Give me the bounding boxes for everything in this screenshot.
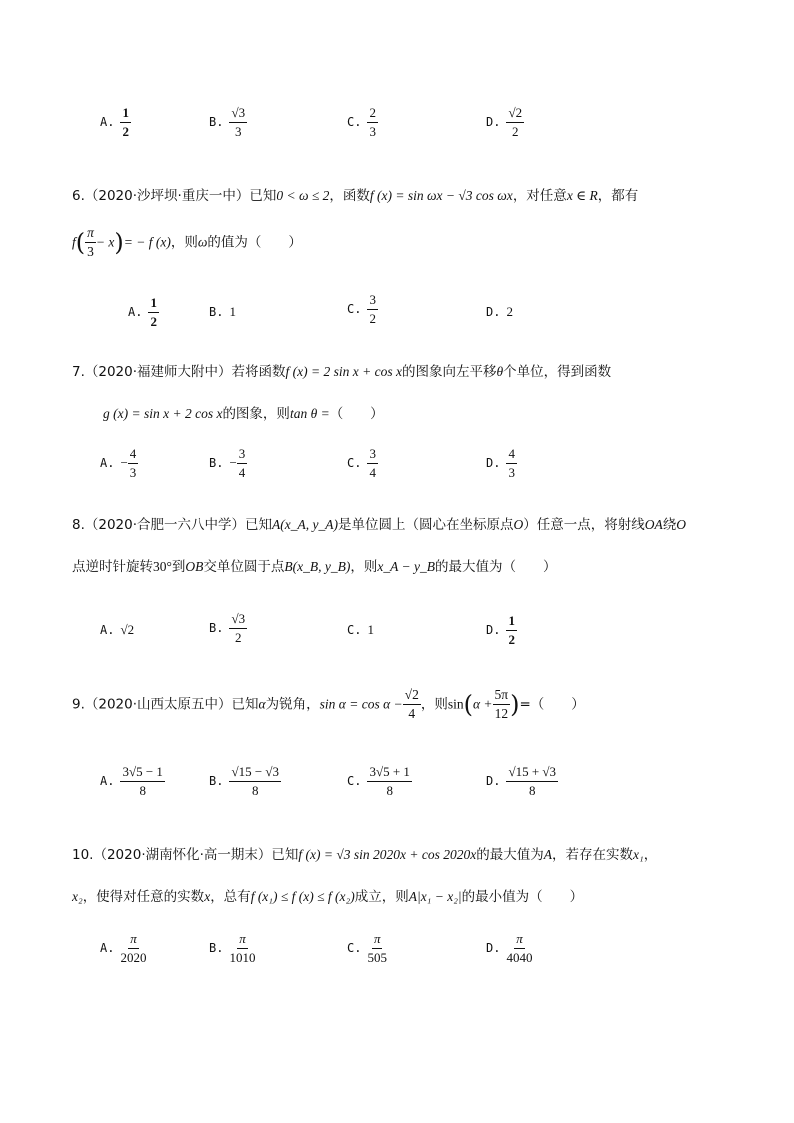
q10-stem-line1: 10.（2020·湖南怀化·高一期末）已知f (x) = √3 sin 2020x + cos 2020x的最大值为A，若存在实数x₁， [72, 847, 658, 863]
q5-option-d: D. $\frac{√2}{2}$ [486, 105, 523, 139]
fraction: $\frac{2}{3}$ [369, 105, 376, 139]
q7-stem-line1: 7.（2020·福建师大附中）若将函数f (x) = 2 sin x + cos x的图象向左平移θ个单位，得到函数 [72, 364, 612, 380]
q6-option-a: A. $\frac{1}{2}$ [128, 295, 157, 329]
q7-option-b: B. − $\frac{3}{4}$ [209, 446, 246, 480]
q9-option-b: B. $\frac{√15 - √3}{8}$ [209, 764, 280, 798]
q6-option-c: C. $\frac{3}{2}$ [347, 292, 376, 326]
fraction: $\frac{√15 + √3}{8}$ [508, 764, 557, 798]
fraction: $\frac{√15 - √3}{8}$ [231, 764, 280, 798]
fraction: $\frac{5\pi}{12}$ [494, 687, 509, 722]
fraction: $\frac{\pi}{505}$ [367, 931, 387, 965]
q8-option-a: A. √2 [100, 622, 135, 637]
q6-stem-line1: 6.（2020·沙坪坝·重庆一中）已知0 < ω ≤ 2，函数f (x) = sin ωx − √3 cos ωx，对任意x ∈ R，都有 [72, 188, 639, 204]
q10-stem-line2: x₂，使得对任意的实数x，总有f (x₁) ≤ f (x) ≤ f (x₂)成立，则A|x₁ − x₂|的最小值为（ ） [72, 889, 584, 905]
q9-option-a: A. $\frac{3√5 - 1}{8}$ [100, 764, 163, 798]
q10-option-c: C. $\frac{\pi}{505}$ [347, 931, 387, 965]
q8-stem-line1: 8.（2020·合肥一六八中学）已知A(x_A, y_A)是单位圆上（圆心在坐标原点O）任意一点，将射线OA绕O [72, 517, 686, 533]
q8-option-d: D. $\frac{1}{2}$ [486, 613, 515, 647]
q9-stem: 9.（2020·山西太原五中）已知α为锐角，sin α = cos α − $\frac{√2}{4}$ ，则sin(α + $\frac{5\pi}{12}$ )=（ ） [72, 687, 585, 722]
fraction: $\frac{1}{2}$ [508, 613, 515, 647]
q6-option-b: B. 1 [209, 304, 236, 319]
fraction: $\frac{\pi}{1010}$ [229, 931, 256, 965]
q9-option-d: D. $\frac{√15 + √3}{8}$ [486, 764, 557, 798]
fraction: $\frac{\pi}{2020}$ [120, 931, 147, 965]
q7-option-a: A. − $\frac{4}{3}$ [100, 446, 137, 480]
fraction: $\frac{√2}{4}$ [404, 687, 419, 722]
fraction: $\frac{4}{3}$ [508, 446, 515, 480]
q8-stem-line2: 点逆时针旋转30°到OB交单位圆于点B(x_B, y_B)，则x_A − y_B的最大值为（ ） [72, 559, 557, 575]
fraction: $\frac{3√5 + 1}{8}$ [369, 764, 410, 798]
q8-option-b: B. $\frac{√3}{2}$ [209, 611, 246, 645]
fraction: $\frac{\pi}{4040}$ [506, 931, 533, 965]
q9-option-c: C. $\frac{3√5 + 1}{8}$ [347, 764, 410, 798]
fraction: $\frac{3√5 - 1}{8}$ [122, 764, 163, 798]
q6-stem-line2: f( $\frac{\pi}{3}$ − x)= − f (x)，则ω的值为（ ） [72, 225, 302, 260]
q7-stem-line2: g (x) = sin x + 2 cos x的图象，则tan θ =（ ） [103, 406, 384, 422]
fraction: $\frac{3}{2}$ [369, 292, 376, 326]
q10-option-d: D. $\frac{\pi}{4040}$ [486, 931, 533, 965]
fraction: $\frac{3}{4}$ [369, 446, 376, 480]
q7-option-c: C. $\frac{3}{4}$ [347, 446, 376, 480]
fraction: $\frac{√2}{2}$ [508, 105, 523, 139]
q10-option-b: B. $\frac{\pi}{1010}$ [209, 931, 256, 965]
q5-option-b: B. $\frac{√3}{3}$ [209, 105, 246, 139]
fraction: $\frac{4}{3}$ [129, 446, 137, 480]
fraction: $\frac{1}{2}$ [122, 105, 129, 139]
q5-option-a: A. $\frac{1}{2}$ [100, 105, 129, 139]
fraction: $\frac{3}{4}$ [238, 446, 246, 480]
q10-option-a: A. $\frac{\pi}{2020}$ [100, 931, 147, 965]
q5-option-c: C. $\frac{2}{3}$ [347, 105, 376, 139]
fraction: $\frac{\pi}{3}$ [87, 225, 94, 260]
q6-option-d: D. 2 [486, 304, 513, 319]
q7-option-d: D. $\frac{4}{3}$ [486, 446, 515, 480]
fraction: $\frac{1}{2}$ [150, 295, 157, 329]
fraction: $\frac{√3}{2}$ [231, 611, 246, 645]
q8-option-c: C. 1 [347, 622, 374, 637]
fraction: $\frac{√3}{3}$ [231, 105, 246, 139]
